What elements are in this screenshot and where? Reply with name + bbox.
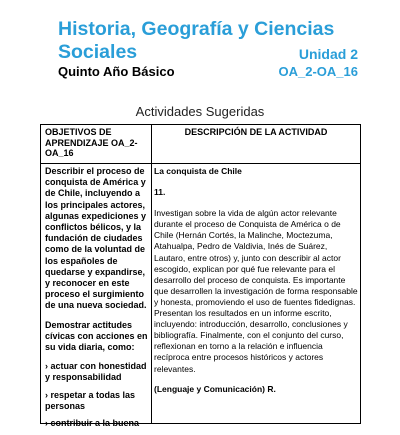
attitude-bullet: › respetar a todas las personas [45,389,136,411]
description-cell [154,166,358,395]
oa-range-label: OA_2-OA_16 [278,64,358,79]
activities-table [40,124,361,429]
activity-title: La conquista de Chile [154,166,242,176]
grade-label: Quinto Año Básico [58,64,175,79]
attitude-bullet: › actuar con honestidad y responsabilidad [45,361,147,383]
objectives-column-header: OBJETIVOS DE APRENDIZAJE OA_2-OA_16 [45,127,138,158]
document-title: Historia, Geografía y Ciencias [58,18,335,40]
unit-label: Unidad 2 [298,46,358,62]
subtitle-row [58,63,358,81]
activity-number: 11. [154,187,166,198]
activity-reference: (Lenguaje y Comunicación) R. [154,383,276,394]
column-divider [151,125,152,423]
objective-text: Describir el proceso de conquista de América y de Chile, incluyendo a los principales actores, algunas expediciones y conflictos bélicos, y la fundación de ciudades como de la voluntad de los españoles de quedarse y expandirse, y reconocer en este proceso el surgimiento de una nueva sociedad. [45,166,147,311]
document-header [58,18,358,81]
description-column-header: DESCRIPCIÓN DE LA ACTIVIDAD [184,127,328,137]
header-divider [41,163,360,164]
title-row [58,41,358,63]
section-title: Actividades Sugeridas [135,104,265,119]
attitude-intro: Demostrar actitudes cívicas con acciones en su vida diaria, como: [45,319,148,353]
document-title-continued: Sociales [58,41,138,63]
attitude-bullet: › contribuir a la buena [45,418,140,429]
objectives-cell [45,166,149,435]
activity-body: Investigan sobre la vida de algún actor relevante durante el proceso de Conquista de América o de Chile (Hernán Cortés, la Malinche, Moctezuma, Atahualpa, Pedro de Valdivia, Inés de Suárez, Lautaro, entre otros) y, junto con describir al actor escogido, explican por qué fue relevante para el desarrollo del proceso de conquista. Es importante que desarrollen la investigación de forma responsable y honesta, promoviendo el uso de fuentes fidedignas. Presentan los resultados en un informe escrito, incluyendo: introducción, desarrollo, conclusiones y bibliografía. Finalmente, con el conjunto del curso, reflexionan en torno a la relación e influencia recíproca entre procesos históricos y actores relevantes. [154,208,358,374]
